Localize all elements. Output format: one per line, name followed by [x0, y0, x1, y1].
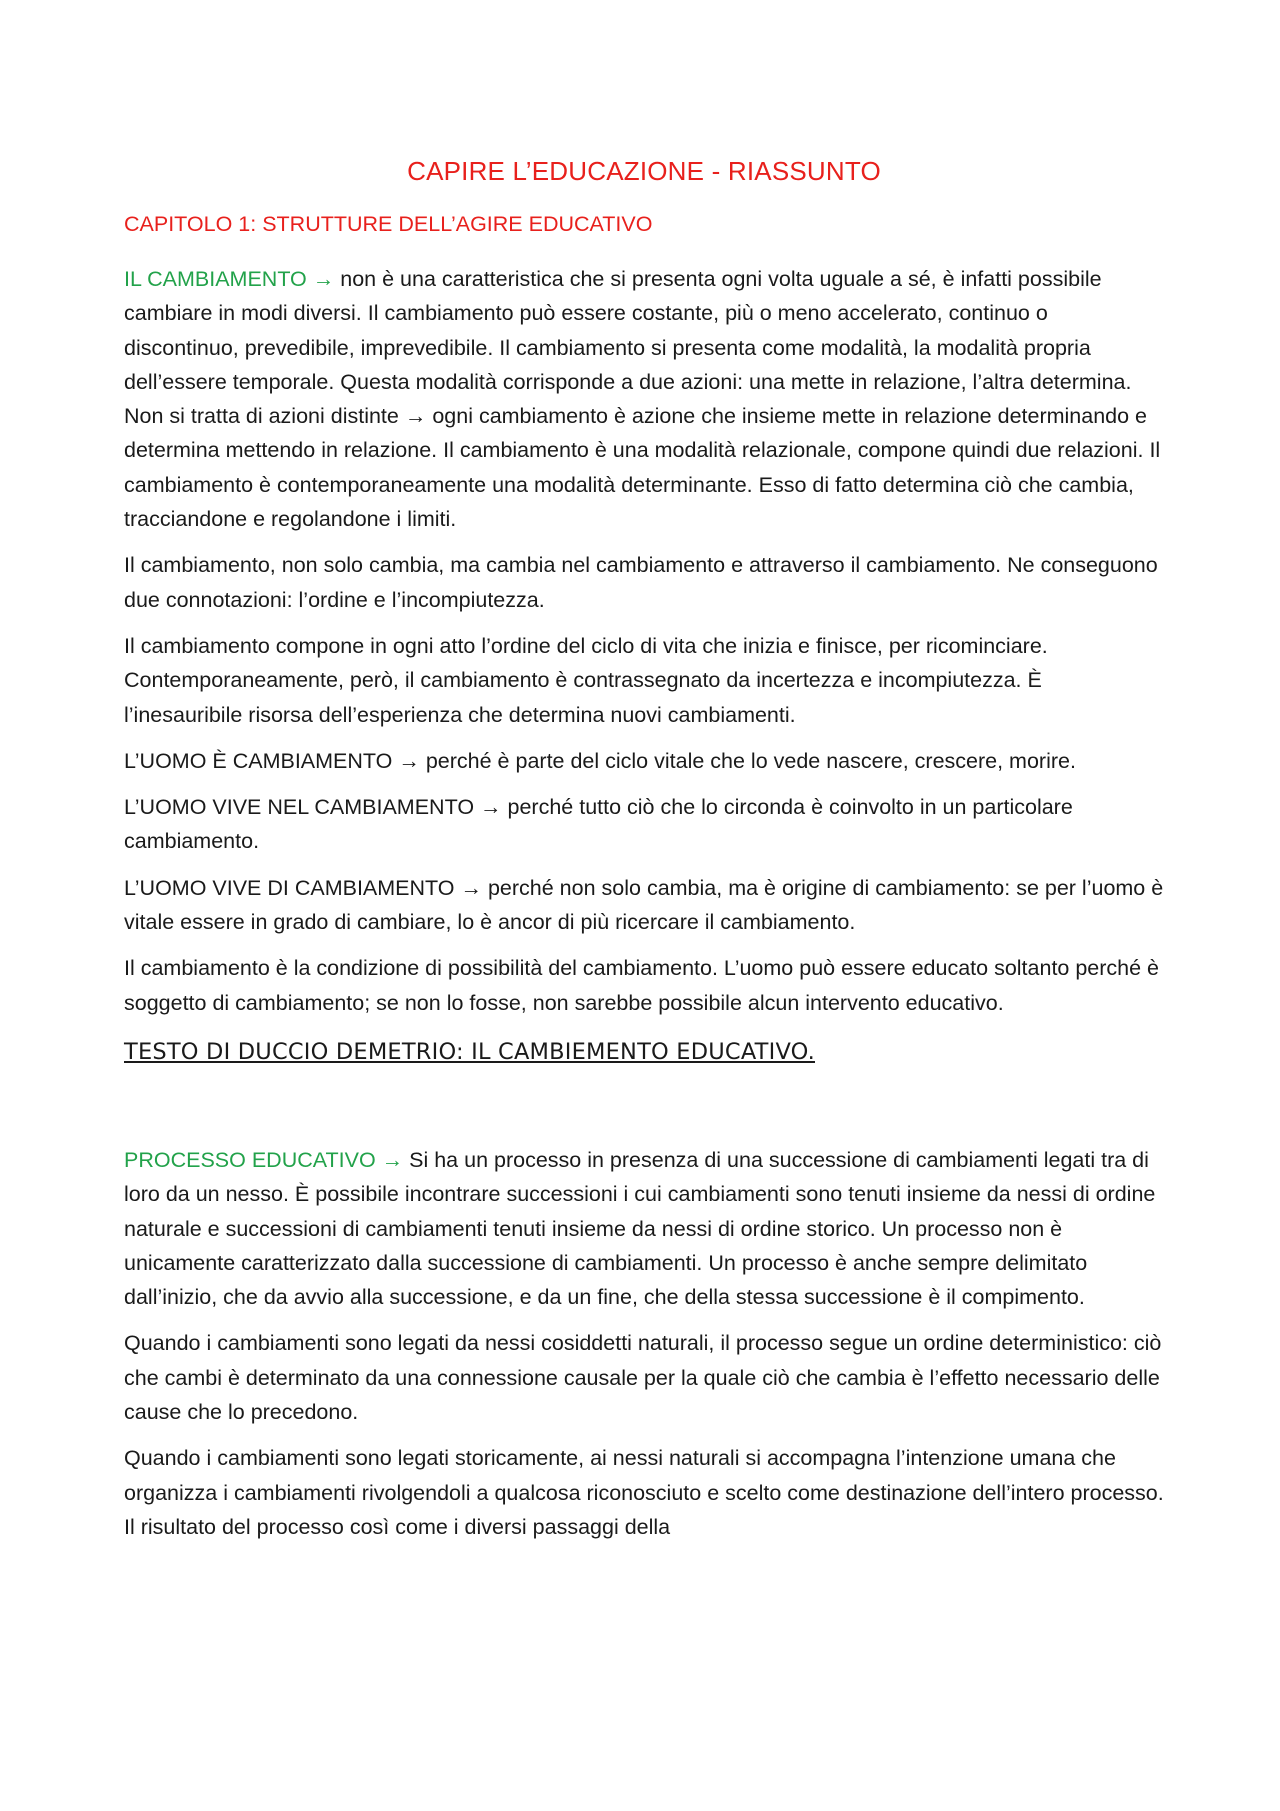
document-title: CAPIRE L’EDUCAZIONE - RIASSUNTO [407, 156, 881, 186]
paragraph-text: perché tutto ciò che lo circonda è coinvolto in un particolare cambiamento. [124, 795, 1073, 854]
paragraph-ciclo-vita: Il cambiamento compone in ogni atto l’ordine del ciclo di vita che inizia e finisce, per ricominciare. Contemporaneamente, però, il cambiamento è contrassegnato da incertezza e incompiutezza. È l’inesauribile risorsa dell’esperienza che determina nuovi cambiamenti. [124, 633, 1048, 727]
term-processo-educativo: PROCESSO EDUCATIVO [124, 1147, 382, 1172]
term-uomo-cambiamento: L’UOMO È CAMBIAMENTO [124, 748, 399, 773]
paragraph-uomo-cambiamento [124, 744, 1164, 778]
paragraph-text: ogni cambiamento è azione che insieme mette in relazione determinando e determina mettendo in relazione. Il cambiamento è una modalità relazionale, compone quindi due relazioni. Il cambiamento è contemporaneamente una modalità determinante. Esso di fatto determina ciò che cambia, tracciandone e regolandone i limiti. [124, 404, 1161, 532]
chapter-heading: CAPITOLO 1: STRUTTURE DELL’AGIRE EDUCATIVO [124, 212, 653, 236]
arrow-right-icon: → [312, 267, 335, 291]
paragraph-cambiamento [124, 262, 1164, 536]
term-cambiamento: IL CAMBIAMENTO [124, 267, 307, 291]
term-uomo-vive-nel: L’UOMO VIVE NEL CAMBIAMENTO [124, 795, 481, 820]
paragraph-text: Si ha un processo in presenza di una successione di cambiamenti legati tra di loro da un nesso. È possibile incontrare successioni i cui cambiamenti sono tenuti insieme da nessi di ordine naturale e successioni di cambiamenti tenuti insieme da nessi di ordine storico. Un processo non è unicamente caratterizzato dalla successione di cambiamenti. Un processo è anche sempre delimitato dall’inizio, che da avvio alla successione, e da un fine, che della stessa successione è il compimento. [124, 1147, 1156, 1310]
paragraph-nessi-naturali: Quando i cambiamenti sono legati da nessi cosiddetti naturali, il processo segue un ordine deterministico: ciò che cambi è determinato da una connessione causale per la quale ciò che cambia è l’effetto necessario delle cause che lo precedono. [124, 1331, 1162, 1425]
paragraph-uomo-vive-di [124, 871, 1164, 940]
paragraph-uomo-vive-nel [124, 790, 1164, 859]
paragraph-text: non è una caratteristica che si presenta ogni volta uguale a sé, è infatti possibile cambiare in modi diversi. Il cambiamento può essere costante, più o meno accelerato, continuo o discontinuo, prevedibile, imprevedibile. Il cambiamento si presenta come modalità, la modalità propria dell’essere temporale. Questa modalità corrisponde a due azioni: una mette in relazione, l’altra determina. Non si tratta di azioni distinte [124, 267, 1132, 429]
arrow-right-icon: → [381, 1147, 404, 1172]
paragraph-text: perché non solo cambia, ma è origine di cambiamento: se per l’uomo è vitale essere in grado di cambiare, lo è ancor di più ricercare il cambiamento. [124, 875, 1164, 935]
section-subheading: TESTO DI DUCCIO DEMETRIO: IL CAMBIEMENTO EDUCATIVO. [124, 1038, 815, 1065]
arrow-right-icon: → [398, 748, 420, 773]
paragraph-connotazioni: Il cambiamento, non solo cambia, ma cambia nel cambiamento e attraverso il cambiamento. Ne conseguono due connotazioni: l’ordine e l’incompiutezza. [124, 553, 1158, 612]
document-body [124, 150, 1164, 1544]
arrow-right-icon: → [460, 875, 482, 900]
paragraph-nessi-storici: Quando i cambiamenti sono legati storicamente, ai nessi naturali si accompagna l’intenzione umana che organizza i cambiamenti rivolgendoli a qualcosa riconosciuto e scelto come destinazione dell’intero processo. Il risultato del processo così come i diversi passaggi della [124, 1446, 1164, 1539]
arrow-right-icon: → [404, 404, 427, 429]
paragraph-processo-educativo [124, 1143, 1164, 1314]
term-uomo-vive-di: L’UOMO VIVE DI CAMBIAMENTO [124, 875, 461, 900]
paragraph-text: perché è parte del ciclo vitale che lo vede nascere, crescere, morire. [419, 748, 1076, 773]
paragraph-condizione: Il cambiamento è la condizione di possibilità del cambiamento. L’uomo può essere educato soltanto perché è soggetto di cambiamento; se non lo fosse, non sarebbe possibile alcun intervento educativo. [124, 956, 1160, 1015]
arrow-right-icon: → [480, 795, 502, 820]
